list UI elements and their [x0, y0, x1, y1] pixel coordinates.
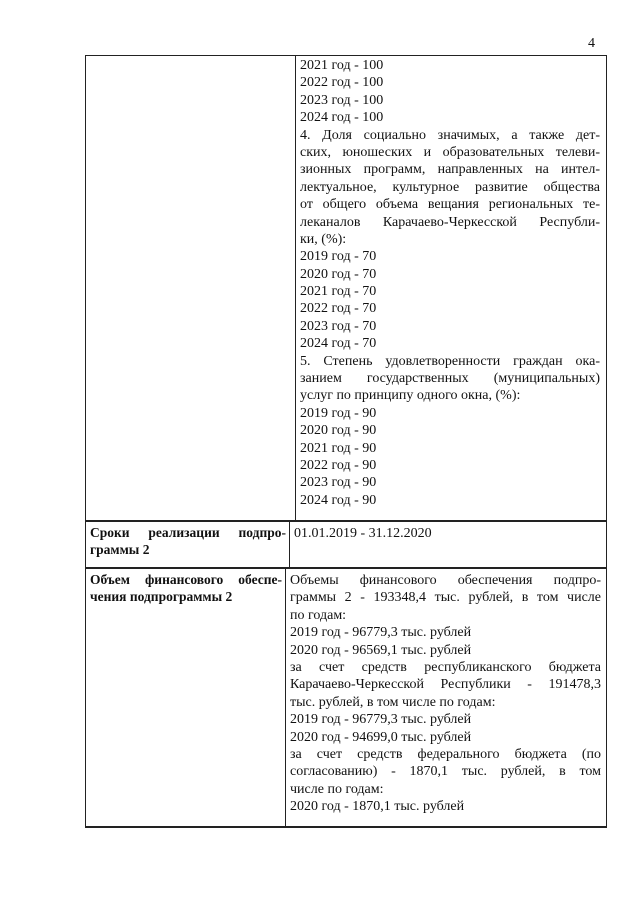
indicator-5-year: 2024 год - 90 [300, 492, 377, 508]
indicator-year-line: 2023 год - 100 [300, 92, 384, 108]
indicator-4-year: 2020 год - 70 [300, 266, 377, 282]
indicator-5-year: 2022 год - 90 [300, 457, 377, 473]
finance-value [290, 572, 601, 815]
column-divider-upper [295, 55, 296, 520]
terms-label-line: Сроки реализации подпро- [90, 525, 286, 540]
indicators-continuation-cell [300, 57, 600, 509]
indicator-4-text: лектуальное, культурное развитие общества [300, 179, 600, 195]
indicator-5-year: 2019 год - 90 [300, 405, 377, 421]
indicator-5-text: занием государственных (муниципальных) [300, 371, 600, 387]
indicator-4-text: зионных программ, направленных на интел- [300, 162, 600, 178]
table-left-border [85, 55, 86, 827]
finance-value-line: 2019 год - 96779,3 тыс. рублей [290, 625, 472, 641]
indicator-4-text: 4. Доля социально значимых, а также дет- [300, 127, 600, 143]
terms-label-line: граммы 2 [90, 542, 150, 558]
finance-value-line: граммы 2 - 193348,4 тыс. рублей, в том числе [290, 590, 601, 606]
indicator-5-text: услуг по принципу одного окна, (%): [300, 388, 521, 404]
indicator-5-year: 2023 год - 90 [300, 475, 377, 491]
column-divider-finance [285, 567, 286, 827]
finance-value-line: Карачаево-Черкесской Республики - 191478,3 [290, 677, 601, 693]
page-number: 4 [588, 36, 595, 51]
table-bottom-border [85, 826, 607, 828]
indicator-4-text: леканалов Карачаево-Черкесской Республи- [300, 214, 600, 230]
finance-value-line: согласованию) - 1870,1 тыс. рублей, в том [290, 764, 601, 780]
finance-value-line: 2020 год - 94699,0 тыс. рублей [290, 729, 472, 745]
indicator-5-text: 5. Степень удовлетворенности граждан ока- [300, 353, 600, 369]
indicator-4-year: 2024 год - 70 [300, 336, 377, 352]
indicator-4-text: ских, юношеских и образовательных телеви- [300, 144, 600, 160]
finance-label-line: чения подпрограммы 2 [90, 589, 233, 605]
finance-value-line: за счет средств республиканского бюджета [290, 659, 601, 675]
table-right-border [606, 55, 607, 827]
finance-value-line: тыс. рублей, в том числе по годам: [290, 694, 496, 710]
finance-value-line: 2019 год - 96779,3 тыс. рублей [290, 712, 472, 728]
indicator-4-year: 2023 год - 70 [300, 318, 377, 334]
terms-value-text: 01.01.2019 - 31.12.2020 [294, 526, 432, 541]
finance-value-line: 2020 год - 1870,1 тыс. рублей [290, 799, 465, 815]
indicator-4-text: от общего объема вещания региональных те- [300, 197, 600, 213]
indicator-year-line: 2022 год - 100 [300, 75, 384, 91]
terms-value [294, 525, 432, 542]
indicator-4-year: 2021 год - 70 [300, 284, 377, 300]
finance-value-line: 2020 год - 96569,1 тыс. рублей [290, 642, 472, 658]
finance-value-line: Объемы финансового обеспечения подпро- [290, 573, 601, 588]
indicator-5-year: 2021 год - 90 [300, 440, 377, 456]
finance-value-line: за счет средств федерального бюджета (по [290, 746, 601, 762]
indicator-year-line: 2021 год - 100 [300, 58, 384, 73]
indicator-4-year: 2019 год - 70 [300, 249, 377, 265]
column-divider-terms [289, 520, 290, 567]
row-divider-terms [85, 520, 607, 522]
indicator-4-text: ки, (%): [300, 231, 347, 247]
row-divider-finance [85, 567, 607, 569]
finance-value-line: по годам: [290, 607, 347, 623]
indicator-4-year: 2022 год - 70 [300, 301, 377, 317]
indicator-year-line: 2024 год - 100 [300, 110, 384, 126]
finance-label [90, 571, 282, 606]
finance-value-line: числе по годам: [290, 781, 384, 797]
finance-label-line: Объем финансового обеспе- [90, 572, 282, 587]
indicator-5-year: 2020 год - 90 [300, 423, 377, 439]
table-top-border [85, 55, 607, 56]
terms-label [90, 524, 286, 559]
